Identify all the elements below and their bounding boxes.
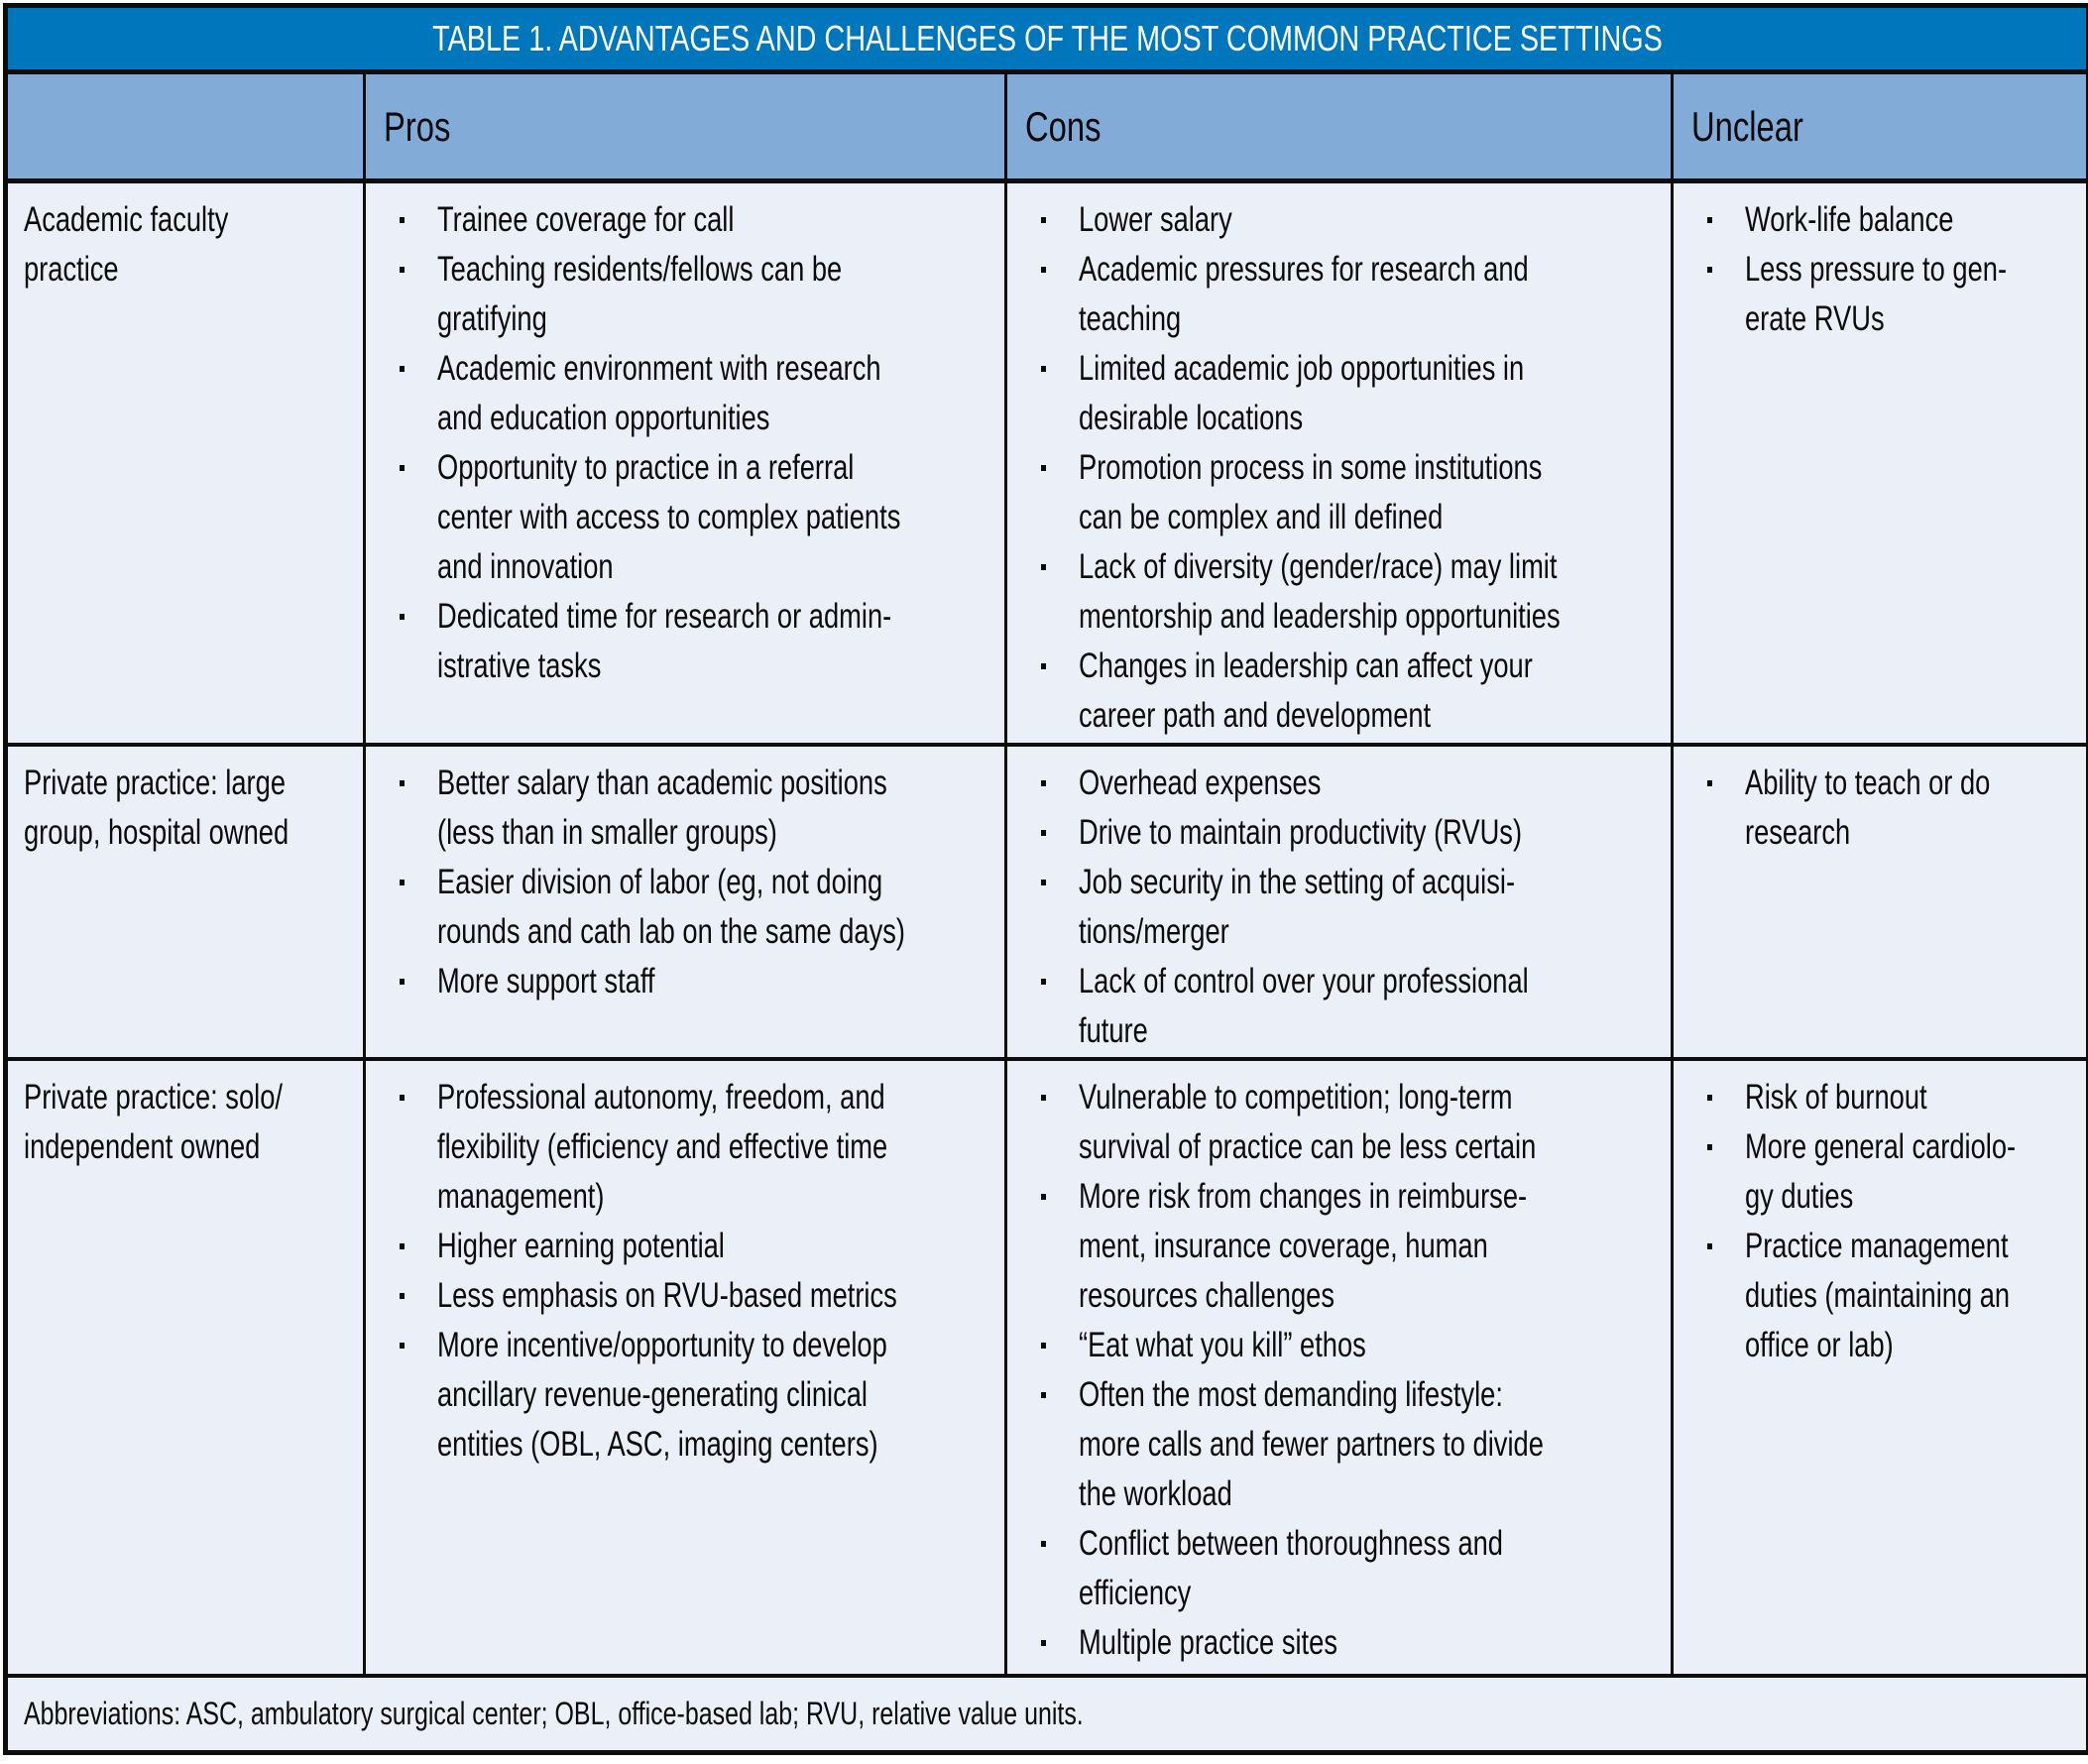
cell-setting — [8, 747, 363, 1057]
unclear-list-item — [1674, 195, 2086, 245]
unclear-list-item — [1674, 1222, 2086, 1370]
bullet-square-icon — [400, 465, 405, 471]
cons-list-item — [1007, 642, 1671, 741]
pros-list-item — [366, 443, 1004, 592]
cell-setting — [8, 1061, 363, 1674]
header-cons-label: Cons — [1025, 103, 1102, 150]
pros-item-text-line: More support staff — [437, 962, 655, 1000]
header-cell-unclear — [1674, 74, 2086, 178]
cons-item-text-line: Lack of control over your professional — [1079, 962, 1529, 1000]
pros-item-text-line: Trainee coverage for call — [437, 200, 735, 239]
header-pros-label: Pros — [384, 103, 451, 150]
cons-item-text-line: survival of practice can be less certain — [1079, 1127, 1537, 1166]
pros-list-item — [366, 592, 1004, 691]
cons-item-text-line: tions/merger — [1079, 912, 1229, 951]
unclear-item-text-line: research — [1745, 813, 1851, 852]
pros-list-item — [366, 759, 1004, 858]
pros-list-item — [366, 1222, 1004, 1271]
bullet-square-icon — [1041, 564, 1046, 570]
unclear-item-text-line: Less pressure to gen- — [1745, 250, 2008, 289]
unclear-item-text-line: office or lab) — [1745, 1326, 1894, 1364]
bullet-square-icon — [1707, 1144, 1712, 1150]
bullet-square-icon — [400, 267, 405, 273]
pros-list-item — [366, 195, 1004, 245]
cons-item-text-line: Limited academic job opportunities in — [1079, 349, 1525, 388]
pros-item-text-line: Easier division of labor (eg, not doing — [437, 863, 883, 901]
cell-cons — [1007, 1061, 1671, 1674]
cons-item-text-line: Lower salary — [1079, 200, 1232, 239]
practice-settings-table — [3, 3, 2088, 1755]
bullet-square-icon — [1707, 1095, 1712, 1101]
cell-pros — [366, 747, 1004, 1057]
cons-item-text-line: More risk from changes in reimburse- — [1079, 1177, 1528, 1216]
cons-list — [1007, 1073, 1671, 1668]
cons-list-item — [1007, 1172, 1671, 1321]
cons-item-text-line: future — [1079, 1011, 1148, 1050]
pros-item-text-line: center with access to complex patients — [437, 498, 901, 536]
table-footnote-row — [8, 1678, 2086, 1750]
cons-item-text-line: “Eat what you kill” ethos — [1079, 1326, 1366, 1364]
cons-list-item — [1007, 344, 1671, 443]
header-unclear-label: Unclear — [1691, 103, 1803, 150]
bullet-square-icon — [1707, 267, 1712, 273]
footnote-text: Abbreviations: ASC, ambulatory surgical center; OBL, office-based lab; RVU, relative value units. — [24, 1696, 1084, 1731]
bullet-square-icon — [1707, 1243, 1712, 1249]
cons-list-item — [1007, 808, 1671, 858]
cons-list-item — [1007, 1618, 1671, 1668]
cell-unclear — [1674, 747, 2086, 1057]
unclear-item-text-line: More general cardiolo- — [1745, 1127, 2017, 1166]
cons-item-text-line: teaching — [1079, 299, 1182, 338]
unclear-list-item — [1674, 245, 2086, 344]
unclear-item-text-line: duties (maintaining an — [1745, 1276, 2011, 1315]
pros-item-text-line: Dedicated time for research or admin- — [437, 597, 892, 636]
cons-list — [1007, 759, 1671, 1056]
cell-unclear — [1674, 183, 2086, 743]
header-cell-cons — [1007, 74, 1671, 178]
cons-item-text-line: can be complex and ill defined — [1079, 498, 1444, 536]
setting-name-line: Private practice: solo/ — [24, 1078, 283, 1117]
header-cell-setting — [8, 74, 363, 178]
bullet-square-icon — [1041, 1194, 1046, 1200]
pros-list-item — [366, 344, 1004, 443]
cons-list — [1007, 195, 1671, 741]
cons-item-text-line: Conflict between thoroughness and — [1079, 1524, 1504, 1563]
unclear-list — [1674, 759, 2086, 858]
bullet-square-icon — [1707, 780, 1712, 786]
bullet-square-icon — [1041, 1392, 1046, 1398]
cons-list-item — [1007, 858, 1671, 957]
cell-cons — [1007, 747, 1671, 1057]
cons-list-item — [1007, 759, 1671, 808]
pros-list-item — [366, 1271, 1004, 1321]
pros-item-text-line: ancillary revenue-generating clinical — [437, 1375, 869, 1414]
bullet-square-icon — [1041, 1343, 1046, 1349]
unclear-item-text-line: Ability to teach or do — [1745, 764, 1991, 802]
cell-pros — [366, 1061, 1004, 1674]
cons-list-item — [1007, 245, 1671, 344]
table-row-academic — [8, 183, 2086, 743]
pros-item-text-line: flexibility (efficiency and effective time — [437, 1127, 888, 1166]
pros-list — [366, 759, 1004, 1006]
table-header-row — [8, 74, 2086, 178]
unclear-item-text-line: Risk of burnout — [1745, 1078, 1927, 1117]
unclear-item-text-line: Work-life balance — [1745, 200, 1954, 239]
pros-item-text-line: Better salary than academic positions — [437, 764, 887, 802]
bullet-square-icon — [1041, 267, 1046, 273]
unclear-list — [1674, 195, 2086, 344]
unclear-list — [1674, 1073, 2086, 1370]
table-row-private-solo — [8, 1061, 2086, 1674]
pros-item-text-line: management) — [437, 1177, 605, 1216]
bullet-square-icon — [1041, 780, 1046, 786]
setting-name — [24, 1073, 356, 1172]
pros-item-text-line: Opportunity to practice in a referral — [437, 448, 855, 487]
bullet-square-icon — [400, 1243, 405, 1249]
setting-name-line: Academic faculty — [24, 200, 229, 239]
pros-item-text-line: Academic environment with research — [437, 349, 881, 388]
cons-list-item — [1007, 1519, 1671, 1618]
bullet-square-icon — [400, 614, 405, 620]
cons-list-item — [1007, 195, 1671, 245]
cons-list-item — [1007, 1073, 1671, 1172]
pros-list-item — [366, 1321, 1004, 1470]
setting-name-line: Private practice: large — [24, 764, 287, 802]
pros-list-item — [366, 957, 1004, 1006]
pros-item-text-line: Professional autonomy, freedom, and — [437, 1078, 885, 1117]
bullet-square-icon — [1041, 1541, 1046, 1547]
cons-item-text-line: Drive to maintain productivity (RVUs) — [1079, 813, 1523, 852]
pros-item-text-line: and education opportunities — [437, 399, 770, 437]
cons-item-text-line: Vulnerable to competition; long-term — [1079, 1078, 1513, 1117]
unclear-list-item — [1674, 759, 2086, 858]
cons-item-text-line: resources challenges — [1079, 1276, 1334, 1315]
pros-item-text-line: (less than in smaller groups) — [437, 813, 777, 852]
cell-cons — [1007, 183, 1671, 743]
bullet-square-icon — [400, 1095, 405, 1101]
cons-item-text-line: more calls and fewer partners to divide — [1079, 1425, 1544, 1464]
unclear-item-text-line: Practice management — [1745, 1227, 2009, 1265]
bullet-square-icon — [1041, 830, 1046, 836]
cons-item-text-line: Lack of diversity (gender/race) may limit — [1079, 547, 1558, 586]
pros-item-text-line: Higher earning potential — [437, 1227, 725, 1265]
pros-list-item — [366, 245, 1004, 344]
cons-item-text-line: Changes in leadership can affect your — [1079, 647, 1533, 685]
bullet-square-icon — [400, 979, 405, 985]
table-title-bar — [8, 8, 2086, 69]
bullet-square-icon — [1041, 465, 1046, 471]
bullet-square-icon — [1707, 217, 1712, 223]
setting-name — [24, 195, 287, 294]
setting-name-line: practice — [24, 250, 119, 289]
pros-item-text-line: rounds and cath lab on the same days) — [437, 912, 905, 951]
unclear-item-text-line: erate RVUs — [1745, 299, 1885, 338]
cons-item-text-line: Academic pressures for research and — [1079, 250, 1529, 289]
cons-item-text-line: Multiple practice sites — [1079, 1623, 1337, 1662]
cons-list-item — [1007, 443, 1671, 542]
bullet-square-icon — [1041, 880, 1046, 885]
pros-list-item — [366, 858, 1004, 957]
cons-item-text-line: mentorship and leadership opportunities — [1079, 597, 1561, 636]
bullet-square-icon — [400, 1293, 405, 1299]
bullet-square-icon — [1041, 1640, 1046, 1646]
bullet-square-icon — [1041, 1095, 1046, 1101]
bullet-square-icon — [1041, 979, 1046, 985]
table-title: TABLE 1. ADVANTAGES AND CHALLENGES OF THE MOST COMMON PRACTICE SETTINGS — [431, 18, 1663, 59]
bullet-square-icon — [400, 217, 405, 223]
unclear-list-item — [1674, 1073, 2086, 1122]
unclear-list-item — [1674, 1122, 2086, 1222]
pros-item-text-line: and innovation — [437, 547, 614, 586]
cons-list-item — [1007, 1321, 1671, 1370]
pros-item-text-line: More incentive/opportunity to develop — [437, 1326, 887, 1364]
cons-list-item — [1007, 542, 1671, 642]
cons-list-item — [1007, 957, 1671, 1056]
cons-item-text-line: efficiency — [1079, 1574, 1192, 1612]
bullet-square-icon — [1041, 366, 1046, 372]
pros-list-item — [366, 1073, 1004, 1222]
cons-item-text-line: career path and development — [1079, 696, 1432, 735]
cell-unclear — [1674, 1061, 2086, 1674]
pros-item-text-line: entities (OBL, ASC, imaging centers) — [437, 1425, 878, 1464]
pros-item-text-line: istrative tasks — [437, 647, 602, 685]
pros-list — [366, 1073, 1004, 1470]
table-row-private-large — [8, 747, 2086, 1057]
cell-pros — [366, 183, 1004, 743]
bullet-square-icon — [400, 1343, 405, 1349]
pros-list — [366, 195, 1004, 691]
cons-item-text-line: the workload — [1079, 1474, 1232, 1513]
bullet-square-icon — [1041, 217, 1046, 223]
cons-item-text-line: Overhead expenses — [1079, 764, 1322, 802]
setting-name — [24, 759, 363, 858]
setting-name-line: independent owned — [24, 1127, 261, 1166]
pros-item-text-line: Less emphasis on RVU-based metrics — [437, 1276, 897, 1315]
setting-name-line: group, hospital owned — [24, 813, 290, 852]
cons-item-text-line: ment, insurance coverage, human — [1079, 1227, 1488, 1265]
cons-item-text-line: Promotion process in some institutions — [1079, 448, 1543, 487]
pros-item-text-line: gratifying — [437, 299, 547, 338]
unclear-item-text-line: gy duties — [1745, 1177, 1854, 1216]
bullet-square-icon — [400, 366, 405, 372]
cons-item-text-line: Job security in the setting of acquisi- — [1079, 863, 1516, 901]
cons-list-item — [1007, 1370, 1671, 1519]
header-cell-pros — [366, 74, 1004, 178]
bullet-square-icon — [400, 780, 405, 786]
bullet-square-icon — [1041, 663, 1046, 669]
cons-item-text-line: desirable locations — [1079, 399, 1304, 437]
pros-item-text-line: Teaching residents/fellows can be — [437, 250, 843, 289]
cons-item-text-line: Often the most demanding lifestyle: — [1079, 1375, 1503, 1414]
bullet-square-icon — [400, 880, 405, 885]
cell-setting — [8, 183, 363, 743]
